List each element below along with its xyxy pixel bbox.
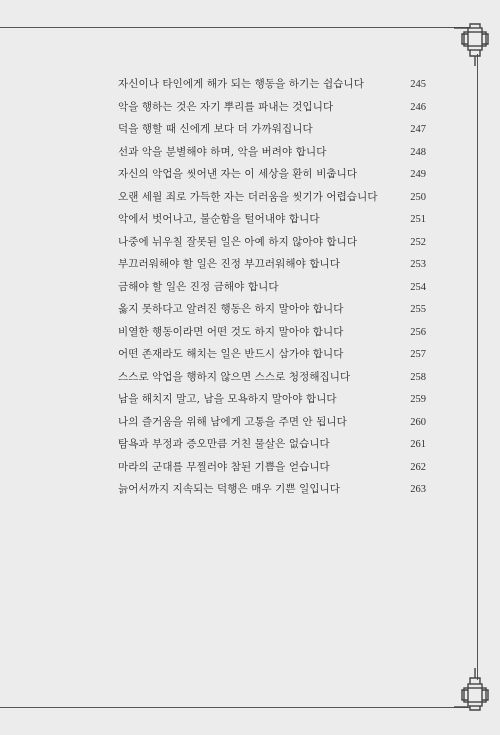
toc-entry-title: 나중에 뉘우칠 잘못된 일은 아예 하지 않아야 합니다 xyxy=(118,235,358,248)
toc-entry-page: 255 xyxy=(410,304,426,315)
top-border-line xyxy=(0,27,470,28)
toc-entry[interactable] xyxy=(118,279,426,302)
toc-entry-title: 오랜 세월 죄로 가득한 자는 더러움을 씻기가 어렵습니다 xyxy=(118,190,378,203)
toc-entry-page: 249 xyxy=(410,169,426,180)
toc-entry-title: 나의 즐거움을 위해 남에게 고통을 주면 안 됩니다 xyxy=(118,415,347,428)
toc-entry[interactable] xyxy=(118,369,426,392)
toc-entry[interactable] xyxy=(118,391,426,414)
toc-entry-title: 자신의 악업을 씻어낸 자는 이 세상을 환히 비춥니다 xyxy=(118,168,358,180)
toc-entry[interactable] xyxy=(118,414,426,437)
toc-entry[interactable] xyxy=(118,121,426,144)
toc-entry-title: 마라의 군대를 무찔러야 참된 기쁨을 얻습니다 xyxy=(118,460,330,473)
toc-entry-title: 선과 악을 분별해야 하며, 악을 버려야 합니다 xyxy=(118,145,327,158)
toc-entry[interactable] xyxy=(118,99,426,122)
toc-entry-page: 245 xyxy=(410,79,426,90)
toc-entry-title: 어떤 존재라도 해치는 일은 반드시 삼가야 합니다 xyxy=(118,348,344,360)
toc-entry[interactable] xyxy=(118,346,426,369)
knot-ornament-icon xyxy=(454,20,500,66)
toc-entry-title: 자신이나 타인에게 해가 되는 행동을 하기는 쉽습니다 xyxy=(118,78,364,90)
toc-entry-page: 251 xyxy=(410,214,426,225)
toc-entry-page: 252 xyxy=(410,236,426,248)
toc-entry-page: 254 xyxy=(410,281,426,293)
knot-ornament-icon xyxy=(454,668,500,714)
toc-entry-title: 부끄러워해야 할 일은 진정 부끄러워해야 합니다 xyxy=(118,258,341,270)
toc-entry-page: 253 xyxy=(410,259,426,270)
toc-entry[interactable] xyxy=(118,76,426,99)
toc-entry-page: 260 xyxy=(410,416,426,428)
toc-entry-page: 256 xyxy=(410,326,426,338)
toc-entry[interactable] xyxy=(118,256,426,279)
toc-entry[interactable] xyxy=(118,144,426,167)
toc-entry-title: 덕을 행할 때 신에게 보다 더 가까워집니다 xyxy=(118,123,313,135)
toc-entry-page: 261 xyxy=(410,439,426,450)
toc-entry-title: 비열한 행동이라면 어떤 것도 하지 말아야 합니다 xyxy=(118,325,344,338)
toc-entry-page: 262 xyxy=(410,461,426,473)
toc-entry-title: 남을 해치지 말고, 남을 모욕하지 말아야 합니다 xyxy=(118,393,337,405)
toc-entry-page: 248 xyxy=(410,146,426,158)
toc-entry[interactable] xyxy=(118,301,426,324)
toc-entry-page: 263 xyxy=(410,484,426,495)
toc-entry-page: 250 xyxy=(410,191,426,203)
toc-entry[interactable] xyxy=(118,189,426,212)
toc-entry-page: 259 xyxy=(410,394,426,405)
bottom-border-line xyxy=(0,707,470,708)
toc-entry-title: 악을 행하는 것은 자기 뿌리를 파내는 것입니다 xyxy=(118,100,334,113)
toc-entry[interactable] xyxy=(118,166,426,189)
right-border-line xyxy=(477,54,478,680)
table-of-contents xyxy=(118,76,426,504)
toc-entry-title: 악에서 벗어나고, 불순함을 털어내야 합니다 xyxy=(118,213,320,225)
toc-entry-title: 탐욕과 부정과 증오만큼 거친 물살은 없습니다 xyxy=(118,438,330,450)
toc-entry-page: 247 xyxy=(410,124,426,135)
toc-entry[interactable] xyxy=(118,459,426,482)
toc-entry-title: 옳지 못하다고 알려진 행동은 하지 말아야 합니다 xyxy=(118,303,344,315)
toc-entry-page: 246 xyxy=(410,101,426,113)
toc-entry-title: 스스로 악업을 행하지 않으면 스스로 청정해집니다 xyxy=(118,370,351,383)
toc-entry[interactable] xyxy=(118,324,426,347)
toc-entry[interactable] xyxy=(118,481,426,504)
toc-entry[interactable] xyxy=(118,211,426,234)
toc-entry-title: 금해야 할 일은 진정 금해야 합니다 xyxy=(118,280,279,293)
toc-entry[interactable] xyxy=(118,234,426,257)
toc-entry[interactable] xyxy=(118,436,426,459)
toc-entry-page: 257 xyxy=(410,349,426,360)
toc-entry-title: 늙어서까지 지속되는 덕행은 매우 기쁜 일입니다 xyxy=(118,483,341,495)
toc-entry-page: 258 xyxy=(410,371,426,383)
